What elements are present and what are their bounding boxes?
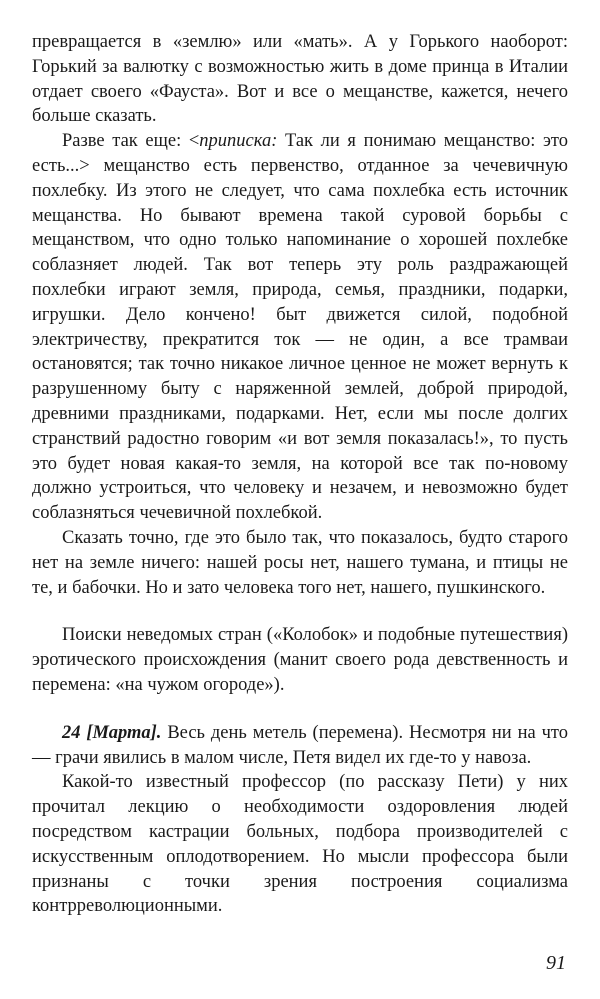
paragraph-lead-text: Разве так еще: < [62,131,200,152]
entry-paragraph-professor: Какой-то известный профессор (по рассказу Пети) у них прочитал лекцию о необходимости оздоровления людей посредством кастрации больных, подбора производителей с искусственным оплодотворением. Но мысли профессора были признаны с точки зрения построения социализма контрреволюционными. [32,772,568,917]
entry-first-paragraph [32,721,568,771]
paragraph-pripiska [32,129,568,526]
text-block-poiski [32,623,568,697]
text-block-mescanstvo [32,30,568,600]
diary-entry [32,721,568,919]
paragraph-continued: превращается в «землю» или «мать». А у Горького наоборот: Горький за валютку с возможностью жить в доме принца в Италии отдает своего «Фауста». Вот и все о мещанстве, кажется, нечего больше сказать. [32,32,568,127]
paragraph-kolobok: Поиски неведомых стран («Колобок» и подобные путешествия) эротического происхождения (манит своего рода девственность и перемена: «на чужом огороде»). [32,625,568,695]
paragraph-body-text: Так ли я понимаю мещанство: это есть...> мещанство есть первенство, отданное за чечевичную похлебку. Из этого не следует, что сама похлебка есть источник мещанства. Но бывают времена такой суровой борьбы с мещанством, что одно только напоминание о хорошей похлебке соблазняет людей. Так вот теперь эту роль раздражающей похлебки играют земля, природа, семья, праздники, подарки, игрушки. Дело кончено! быт движется силой, подобной электричеству, прекратится ток — не один, а все трамваи остановятся; так точно никакое личное ценное не может вернуть к разрушенному быту с наряженной землей, доброй природой, древними праздниками, подарками. Нет, если мы после долгих странствий радостно говорим «и вот земля показалась!», то пусть это будет новая какая-то земля, на которой все так по-новому должно устроиться, что человеку и незачем, и невозможно будет соблазняться чечевичной похлебкой. [32,131,568,524]
book-page [32,30,568,919]
entry-text: Весь день метель (перемена). Несмотря ни на что — грачи явились в малом числе, Петя видел их где-то у навоза. [32,722,569,768]
italic-note-label: приписка: [199,131,278,152]
entry-date: 24 [Марта]. [62,722,162,743]
page-number: 91 [546,952,566,974]
paragraph-pushkin: Сказать точно, где это было так, что показалось, будто старого нет на земле ничего: нашей росы нет, нашего тумана, и птицы не те, и бабочки. Но и зато человека того нет, нашего, пушкинского. [32,527,568,598]
